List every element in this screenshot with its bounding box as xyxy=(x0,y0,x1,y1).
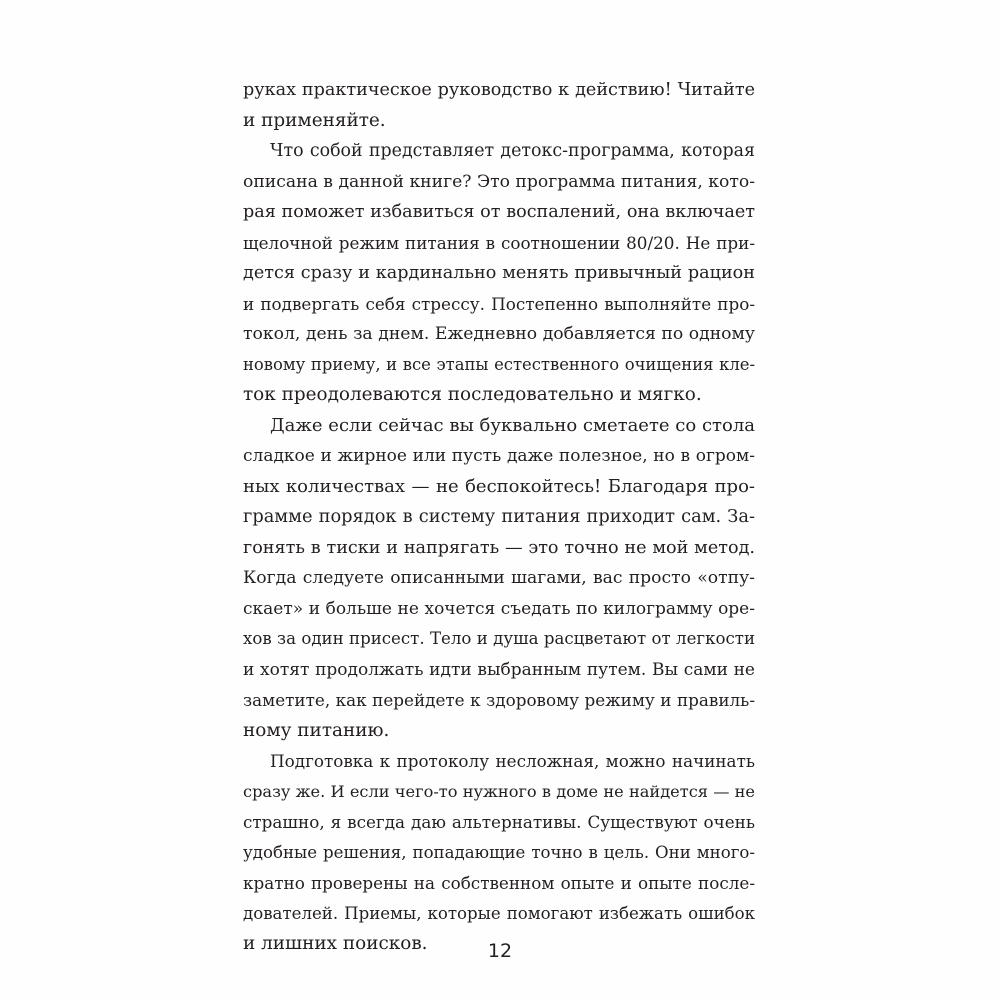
text-line: дователей. Приемы, которые помогают избежать ошибок xyxy=(243,903,755,923)
paragraph-no-worries xyxy=(243,411,755,747)
text-line: и подвергать себя стрессу. Постепенно выполняйте про- xyxy=(243,293,755,314)
text-line: Даже если сейчас вы буквально сметаете со стола xyxy=(270,414,755,436)
text-line: ных количествах — не беспокойтесь! Благодаря про- xyxy=(243,475,755,497)
paragraph-preparation xyxy=(243,746,755,960)
body-text xyxy=(243,75,755,960)
text-line: щелочной режим питания в соотношении 80/20. Не при- xyxy=(243,232,755,253)
text-line: страшно, я всегда даю альтернативы. Существуют очень xyxy=(243,812,755,832)
text-line: сладкое и жирное или пусть даже полезное, но в огром- xyxy=(243,446,755,466)
text-line: сразу же. И если чего-то нужного в доме не найдется — не xyxy=(243,781,755,801)
text-line: гонять в тиски и напрягать — это точно не мой метод. xyxy=(243,537,755,558)
text-line: рая поможет избавиться от воспалений, она включает xyxy=(243,202,755,222)
text-line: кратно проверены на собственном опыте и опыте после- xyxy=(243,873,755,893)
text-line: Когда следуете описанными шагами, вас просто «отпу- xyxy=(243,568,755,588)
text-line: дется сразу и кардинально менять привычный рацион xyxy=(243,263,755,283)
text-line: грамме порядок в систему питания приходит сам. За- xyxy=(243,506,755,527)
text-line: удобные решения, попадающие точно в цель. Они много- xyxy=(243,842,755,862)
text-line: ток преодолеваются последовательно и мягко. xyxy=(243,384,702,405)
text-line: и применяйте. xyxy=(243,109,386,131)
text-line: Что собой представляет детокс-программа, которая xyxy=(270,141,755,161)
text-line: и лишних поисков. xyxy=(243,933,428,954)
text-line: ному питанию. xyxy=(243,719,390,741)
text-line: заметите, как перейдете к здоровому режиму и правиль- xyxy=(243,690,755,710)
text-line: описана в данной книге? Это программа питания, кото- xyxy=(243,171,756,192)
paragraph-detox-program xyxy=(243,136,755,411)
page-number: 12 xyxy=(487,940,513,962)
text-line: и хотят продолжать идти выбранным путем. Вы сами не xyxy=(243,659,755,680)
text-line: хов за один присест. Тело и душа расцветают от легкости xyxy=(243,629,755,648)
text-line: Подготовка к протоколу несложная, можно начинать xyxy=(270,751,755,771)
paragraph-continued xyxy=(243,75,755,136)
text-line: новому приему, и все этапы естественного очищения кле- xyxy=(243,354,755,374)
text-line: скает» и больше не хочется съедать по килограмму оре- xyxy=(243,598,755,619)
text-line: токол, день за днем. Ежедневно добавляется по одному xyxy=(243,324,755,344)
text-line: руках практическое руководство к действию! Читайте xyxy=(243,80,755,100)
